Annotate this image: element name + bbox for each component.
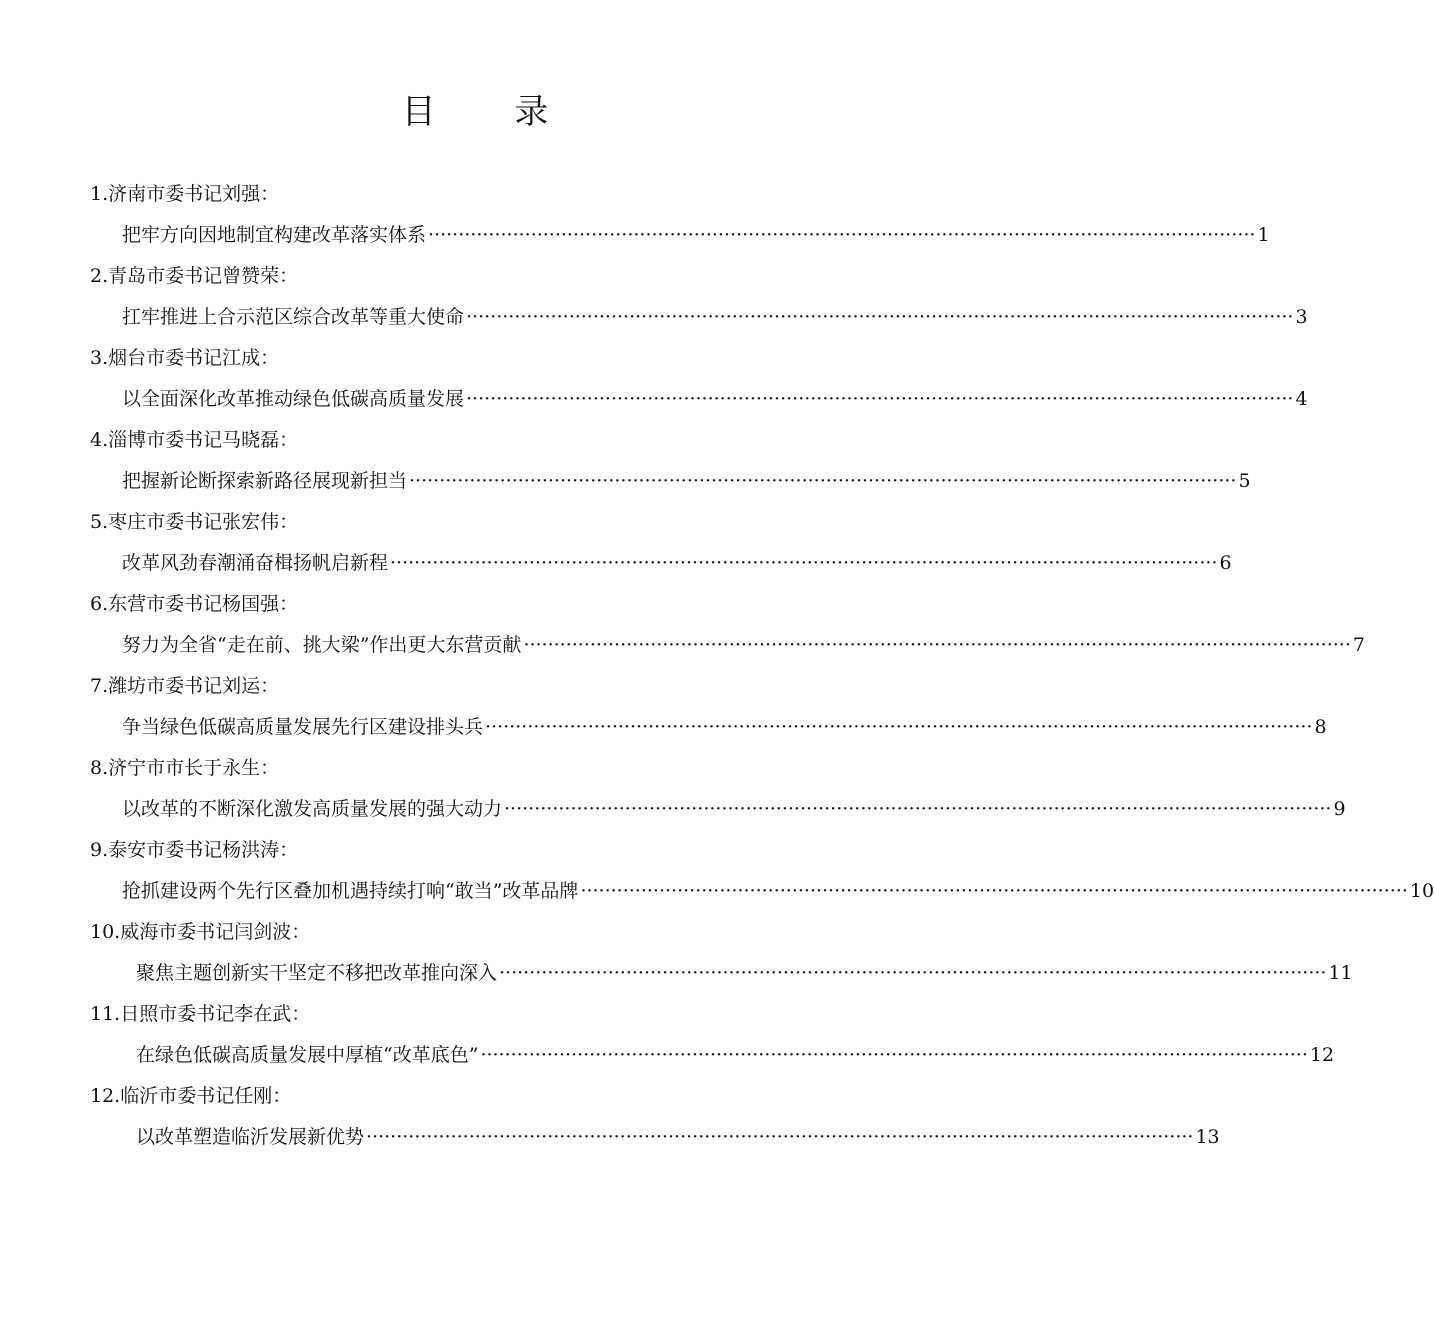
entry-page-number: 11	[1328, 962, 1353, 984]
entry-number: 4.	[90, 429, 109, 451]
entry-number: 12.	[90, 1085, 121, 1107]
entry-author: 威海市委书记闫剑波：	[120, 921, 311, 943]
entry-author: 济宁市市长于永生：	[108, 757, 280, 779]
entry-author: 济南市委书记刘强：	[108, 183, 280, 205]
entry-author: 淄博市委书记马晓磊：	[108, 429, 299, 451]
entry-heading	[90, 1076, 291, 1117]
entry-author: 烟台市委书记江成：	[108, 347, 280, 369]
dot-leader: ·········································································································································	[480, 1044, 1308, 1066]
entry-author: 日照市委书记李在武：	[120, 1003, 311, 1025]
entry-heading	[90, 748, 279, 789]
entry-title: 努力为全省“走在前、挑大梁”作出更大东营贡献	[122, 634, 522, 656]
dot-leader: ·········································································································································	[504, 798, 1332, 820]
dot-leader: ·········································································································································	[428, 224, 1256, 246]
entry-page-number: 6	[1219, 552, 1232, 574]
entry-number: 11.	[90, 1003, 121, 1025]
entry-title: 在绿色低碳高质量发展中厚植“改革底色”	[136, 1044, 479, 1066]
toc-entry[interactable]	[90, 994, 1335, 1076]
entry-title: 以改革塑造临沂发展新优势	[136, 1126, 365, 1148]
toc-entry[interactable]	[90, 174, 1270, 256]
entry-page-number: 9	[1333, 798, 1346, 820]
entry-line	[122, 707, 1327, 748]
entry-heading	[90, 174, 279, 215]
entry-heading	[90, 584, 298, 625]
entry-number: 1.	[90, 183, 109, 205]
entry-title: 扛牢推进上合示范区综合改革等重大使命	[122, 306, 465, 328]
entry-number: 7.	[90, 675, 109, 697]
entry-number: 5.	[90, 511, 109, 533]
entry-title: 以全面深化改革推动绿色低碳高质量发展	[122, 388, 465, 410]
entry-line	[122, 461, 1251, 502]
dot-leader: ·········································································································································	[485, 716, 1313, 738]
entry-number: 9.	[90, 839, 109, 861]
entry-page-number: 12	[1309, 1044, 1335, 1066]
entry-page-number: 5	[1238, 470, 1251, 492]
entry-page-number: 13	[1195, 1126, 1220, 1148]
entry-line	[122, 297, 1308, 338]
table-of-contents	[90, 174, 1434, 1158]
dot-leader: ·········································································································································	[499, 962, 1327, 984]
entry-line	[122, 789, 1346, 830]
entry-page-number: 8	[1314, 716, 1327, 738]
toc-entry[interactable]	[90, 830, 1434, 912]
dot-leader: ·········································································································································	[523, 634, 1351, 656]
toc-entry[interactable]	[90, 256, 1308, 338]
toc-entry[interactable]	[90, 502, 1232, 584]
toc-entry[interactable]	[90, 748, 1346, 830]
toc-entry[interactable]	[90, 584, 1365, 666]
entry-line	[122, 625, 1365, 666]
entry-page-number: 3	[1295, 306, 1308, 328]
entry-heading	[90, 994, 310, 1035]
entry-line	[122, 215, 1270, 256]
entry-heading	[90, 912, 310, 953]
entry-line	[136, 1035, 1335, 1076]
entry-title: 把握新论断探索新路径展现新担当	[122, 470, 408, 492]
page-title: 目 录	[401, 92, 583, 132]
entry-heading	[90, 256, 298, 297]
entry-heading	[90, 830, 298, 871]
toc-entry[interactable]	[90, 1076, 1220, 1158]
entry-page-number: 4	[1295, 388, 1308, 410]
toc-entry[interactable]	[90, 666, 1327, 748]
dot-leader: ·········································································································································	[466, 306, 1294, 328]
entry-title: 改革风劲春潮涌奋楫扬帆启新程	[122, 552, 389, 574]
entry-page-number: 10	[1409, 880, 1434, 902]
dot-leader: ·········································································································································	[366, 1126, 1194, 1148]
entry-author: 潍坊市委书记刘运：	[108, 675, 280, 697]
entry-title: 把牢方向因地制宜构建改革落实体系	[122, 224, 427, 246]
entry-heading	[90, 502, 298, 543]
entry-number: 10.	[90, 921, 121, 943]
entry-title: 以改革的不断深化激发高质量发展的强大动力	[122, 798, 503, 820]
entry-page-number: 1	[1257, 224, 1270, 246]
entry-page-number: 7	[1352, 634, 1365, 656]
entry-line	[122, 543, 1232, 584]
entry-number: 8.	[90, 757, 109, 779]
toc-entry[interactable]	[90, 338, 1308, 420]
dot-leader: ·········································································································································	[466, 388, 1294, 410]
entry-title: 争当绿色低碳高质量发展先行区建设排头兵	[122, 716, 484, 738]
entry-number: 6.	[90, 593, 109, 615]
entry-author: 东营市委书记杨国强：	[108, 593, 299, 615]
entry-heading	[90, 338, 279, 379]
entry-line	[136, 1117, 1220, 1158]
entry-number: 2.	[90, 265, 109, 287]
entry-line	[122, 379, 1308, 420]
entry-line	[122, 871, 1434, 912]
entry-heading	[90, 420, 298, 461]
toc-entry[interactable]	[90, 912, 1353, 994]
entry-author: 青岛市委书记曾赞荣：	[108, 265, 299, 287]
entry-number: 3.	[90, 347, 109, 369]
entry-author: 泰安市委书记杨洪涛：	[108, 839, 299, 861]
entry-author: 枣庄市委书记张宏伟：	[108, 511, 299, 533]
dot-leader: ·········································································································································	[390, 552, 1218, 574]
entry-author: 临沂市委书记任刚：	[120, 1085, 292, 1107]
entry-line	[136, 953, 1353, 994]
toc-entry[interactable]	[90, 420, 1251, 502]
entry-title: 抢抓建设两个先行区叠加机遇持续打响“敢当”改革品牌	[122, 880, 579, 902]
entry-title: 聚焦主题创新实干坚定不移把改革推向深入	[136, 962, 498, 984]
dot-leader: ·········································································································································	[580, 880, 1408, 902]
dot-leader: ·········································································································································	[409, 470, 1237, 492]
entry-heading	[90, 666, 279, 707]
